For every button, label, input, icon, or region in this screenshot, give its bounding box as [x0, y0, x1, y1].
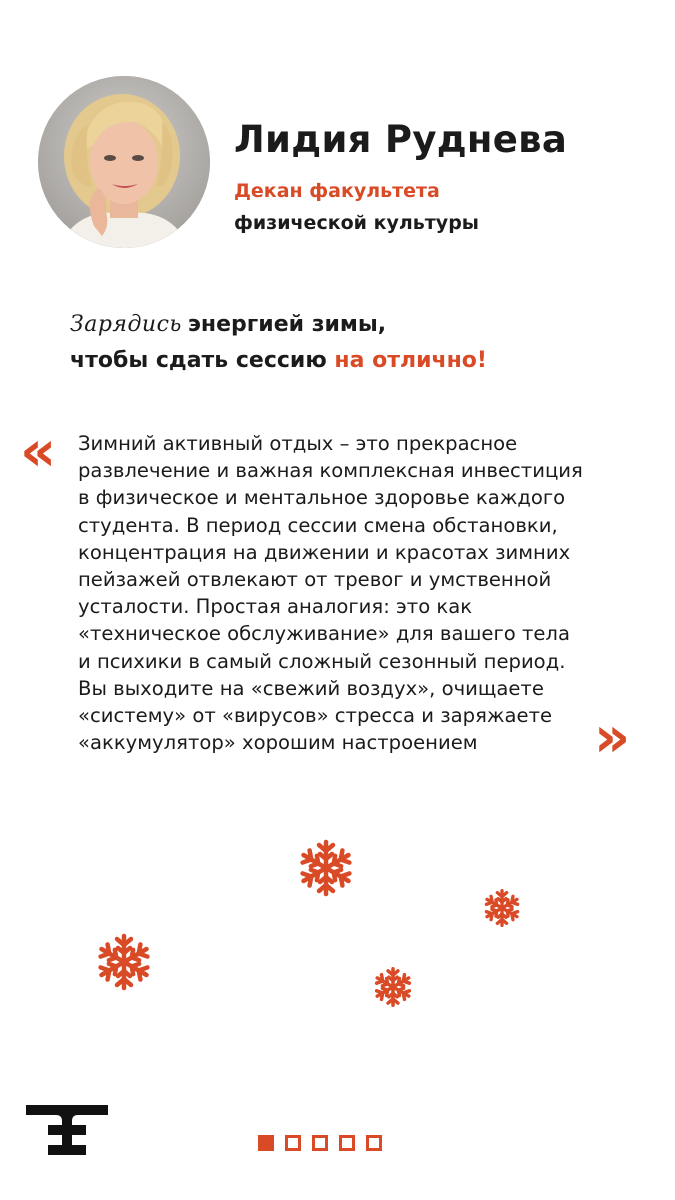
quote-line: концентрация на движении и красотах зимних: [78, 540, 571, 564]
snowflake-icon: [296, 838, 356, 898]
quote-line: и психики в самый сложный сезонный период.: [78, 649, 566, 673]
page-indicator: [258, 1135, 382, 1151]
quote-close-mark: »: [594, 705, 631, 770]
quote-line: «систему» от «вирусов» стресса и заряжаете: [78, 704, 553, 728]
slogan-accent: на отлично!: [334, 348, 487, 373]
quote-line: в физическое и ментальное здоровье каждого: [78, 486, 566, 510]
slogan-line-2-text: чтобы сдать сессию: [70, 348, 327, 373]
quote-line: развлечение и важная комплексная инвестиция: [78, 459, 583, 483]
quote-text: [78, 430, 618, 756]
page-dot[interactable]: [285, 1135, 301, 1151]
brand-logo-icon: [26, 1105, 108, 1155]
person-name: Лидия Руднева: [234, 118, 568, 161]
quote-line: пейзажей отвлекают от тревог и умственной: [78, 568, 552, 592]
role-title: Декан факультета: [234, 180, 440, 202]
quote-line: Вы выходите на «свежий воздух», очищаете: [78, 676, 544, 700]
role-department: физической культуры: [234, 212, 479, 234]
quote-line: студента. В период сессии смена обстановки,: [78, 513, 558, 537]
snowflake-icon: [482, 888, 522, 928]
page-dot-active[interactable]: [258, 1135, 274, 1151]
page-dot[interactable]: [312, 1135, 328, 1151]
snowflake-icon: [372, 966, 414, 1008]
avatar: [38, 76, 210, 248]
quote-line: «техническое обслуживание» для вашего тела: [78, 622, 570, 646]
page-dot[interactable]: [366, 1135, 382, 1151]
snowflake-icon: [94, 932, 154, 992]
quote-line: Зимний активный отдых – это прекрасное: [78, 432, 518, 455]
page-dot[interactable]: [339, 1135, 355, 1151]
slogan-script-word: Зарядись: [70, 312, 182, 337]
slogan-line-2: [70, 348, 487, 373]
quote-open-mark: «: [20, 419, 57, 484]
quote-line: усталости. Простая аналогия: это как: [78, 595, 473, 619]
slogan-line-1-text: энергией зимы,: [187, 312, 387, 337]
quote-line: «аккумулятор» хорошим настроением: [78, 731, 478, 755]
slogan-line-1: [70, 312, 386, 337]
